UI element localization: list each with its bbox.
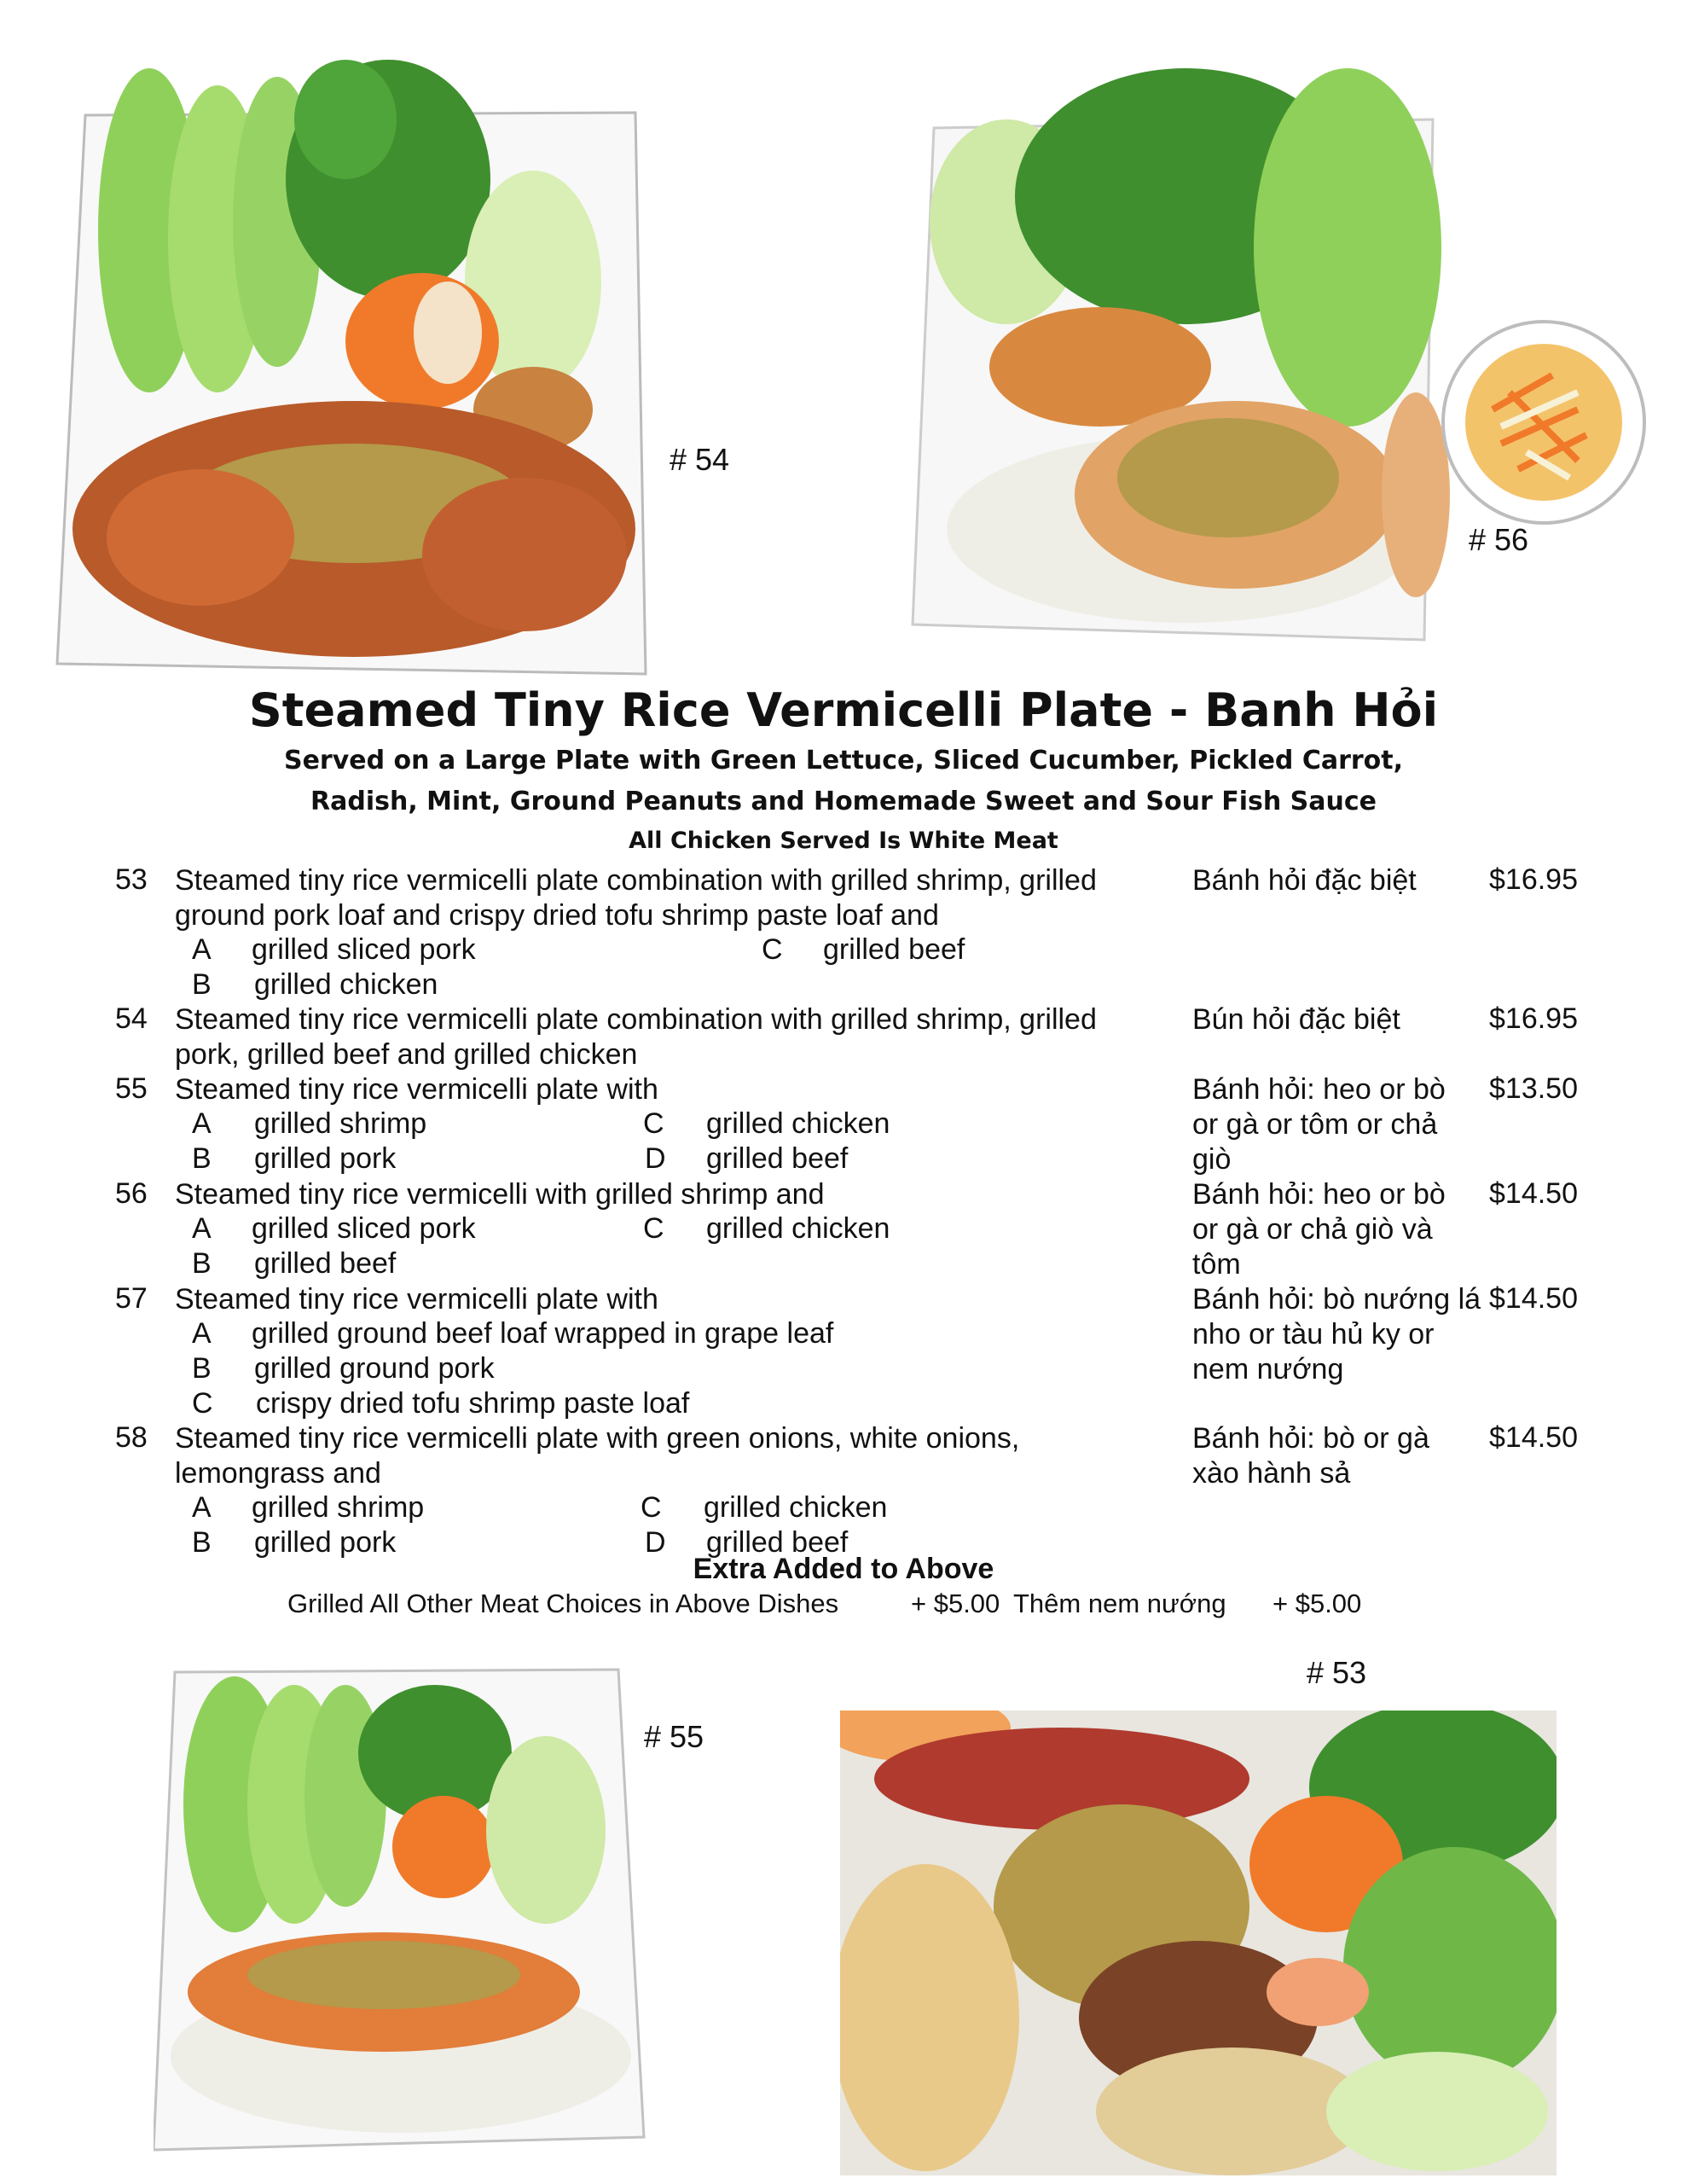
- extra-vietnamese: Thêm nem nướng: [1013, 1589, 1226, 1618]
- subtitle-line-1: Served on a Large Plate with Green Lettuce, Sliced Cucumber, Pickled Carrot,: [283, 746, 1404, 775]
- item-number: 54: [115, 1002, 148, 1035]
- vietnamese-name: nem nướng: [1192, 1353, 1344, 1385]
- vietnamese-name: Bánh hỏi đặc biệt: [1192, 864, 1417, 897]
- dish-56-photo: [904, 51, 1655, 648]
- dish-55-photo: [154, 1659, 648, 2171]
- white-meat-note: All Chicken Served Is White Meat: [629, 828, 1058, 854]
- option-letter: A: [192, 1491, 212, 1524]
- item-number: 56: [115, 1177, 148, 1210]
- item-price: $13.50: [1489, 1072, 1578, 1105]
- item-description-line: Steamed tiny rice vermicelli plate combination with grilled shrimp, grilled: [175, 1003, 1097, 1036]
- item-number: 53: [115, 863, 148, 896]
- option-letter: C: [192, 1387, 213, 1420]
- vietnamese-name: nho or tàu hủ ky or: [1192, 1318, 1435, 1350]
- option-letter: A: [192, 1107, 212, 1140]
- extra-description: Grilled All Other Meat Choices in Above Dishes: [287, 1589, 839, 1618]
- item-description-line: Steamed tiny rice vermicelli plate with: [175, 1073, 658, 1106]
- item-price: $14.50: [1489, 1177, 1578, 1210]
- option-letter: D: [645, 1526, 666, 1559]
- item-description-line: ground pork loaf and crispy dried tofu shrimp paste loaf and: [175, 899, 939, 932]
- vietnamese-name: Bánh hỏi: heo or bò: [1192, 1178, 1446, 1211]
- vietnamese-name: Bún hỏi đặc biệt: [1192, 1003, 1400, 1036]
- option-text: grilled chicken: [706, 1107, 890, 1140]
- extra-heading: Extra Added to Above: [693, 1553, 994, 1585]
- item-price: $14.50: [1489, 1282, 1578, 1315]
- option-text: grilled chicken: [704, 1491, 888, 1524]
- option-letter: C: [762, 933, 783, 966]
- option-letter: C: [641, 1491, 662, 1524]
- option-letter: B: [192, 1526, 212, 1559]
- item-description-line: Steamed tiny rice vermicelli plate with: [175, 1283, 658, 1316]
- item-price: $14.50: [1489, 1421, 1578, 1454]
- item-number: 58: [115, 1421, 148, 1454]
- vietnamese-name: or gà or chả giò và: [1192, 1213, 1433, 1246]
- dish-54-label: # 54: [670, 442, 730, 477]
- option-text: grilled beef: [706, 1526, 849, 1559]
- dish-56-label: # 56: [1469, 522, 1529, 557]
- dish-54-illustration: [47, 26, 652, 678]
- option-text: grilled chicken: [254, 968, 438, 1001]
- dish-53-illustration: [840, 1711, 1557, 2175]
- extra-price: + $5.00: [911, 1589, 1000, 1618]
- option-text: grilled pork: [254, 1526, 397, 1559]
- option-text: grilled beef: [254, 1247, 397, 1280]
- option-text: grilled ground beef loaf wrapped in grape leaf: [252, 1317, 834, 1350]
- option-letter: B: [192, 1352, 212, 1385]
- item-price: $16.95: [1489, 1002, 1578, 1035]
- option-text: grilled shrimp: [254, 1107, 427, 1140]
- dish-53-label: # 53: [1307, 1655, 1367, 1690]
- option-text: grilled ground pork: [254, 1352, 495, 1385]
- item-price: $16.95: [1489, 863, 1578, 896]
- vietnamese-name: Bánh hỏi: bò or gà: [1192, 1422, 1429, 1455]
- item-number: 57: [115, 1282, 148, 1315]
- item-description-line: pork, grilled beef and grilled chicken: [175, 1038, 638, 1071]
- item-description-line: Steamed tiny rice vermicelli plate with green onions, white onions,: [175, 1422, 1020, 1455]
- option-text: grilled beef: [823, 933, 965, 966]
- vietnamese-name: Bánh hỏi: bò nướng lá: [1192, 1283, 1481, 1316]
- item-description-line: Steamed tiny rice vermicelli with grilled shrimp and: [175, 1178, 825, 1211]
- vietnamese-name: tôm: [1192, 1248, 1241, 1281]
- option-letter: B: [192, 1247, 212, 1280]
- dish-56-illustration: [904, 51, 1655, 648]
- dish-54-photo: [47, 26, 652, 678]
- option-letter: A: [192, 1212, 212, 1245]
- option-letter: D: [645, 1142, 666, 1175]
- vietnamese-name: or gà or tôm or chả: [1192, 1108, 1438, 1141]
- option-text: grilled pork: [254, 1142, 397, 1175]
- option-text: crispy dried tofu shrimp paste loaf: [256, 1387, 690, 1420]
- option-text: grilled shrimp: [252, 1491, 425, 1524]
- option-letter: C: [643, 1212, 664, 1245]
- subtitle-line-2: Radish, Mint, Ground Peanuts and Homemade Sweet and Sour Fish Sauce: [310, 787, 1377, 816]
- option-letter: B: [192, 968, 212, 1001]
- page-title: Steamed Tiny Rice Vermicelli Plate - Banh Hỏi: [248, 683, 1439, 737]
- item-number: 55: [115, 1072, 148, 1105]
- option-text: grilled beef: [706, 1142, 849, 1175]
- vietnamese-name: giò: [1192, 1143, 1232, 1176]
- option-text: grilled sliced pork: [252, 933, 476, 966]
- item-description-line: lemongrass and: [175, 1457, 381, 1490]
- vietnamese-name: Bánh hỏi: heo or bò: [1192, 1073, 1446, 1106]
- dish-55-illustration: [154, 1659, 648, 2171]
- option-text: grilled sliced pork: [252, 1212, 476, 1245]
- option-letter: A: [192, 933, 212, 966]
- dish-53-photo: [840, 1711, 1557, 2175]
- menu-header: [0, 676, 1687, 860]
- vietnamese-name: xào hành sả: [1192, 1457, 1351, 1490]
- option-letter: B: [192, 1142, 212, 1175]
- item-description-line: Steamed tiny rice vermicelli plate combination with grilled shrimp, grilled: [175, 864, 1097, 897]
- extra-price-vietnamese: + $5.00: [1272, 1589, 1362, 1618]
- option-letter: C: [643, 1107, 664, 1140]
- option-text: grilled chicken: [706, 1212, 890, 1245]
- dish-55-label: # 55: [644, 1719, 704, 1754]
- option-letter: A: [192, 1317, 212, 1350]
